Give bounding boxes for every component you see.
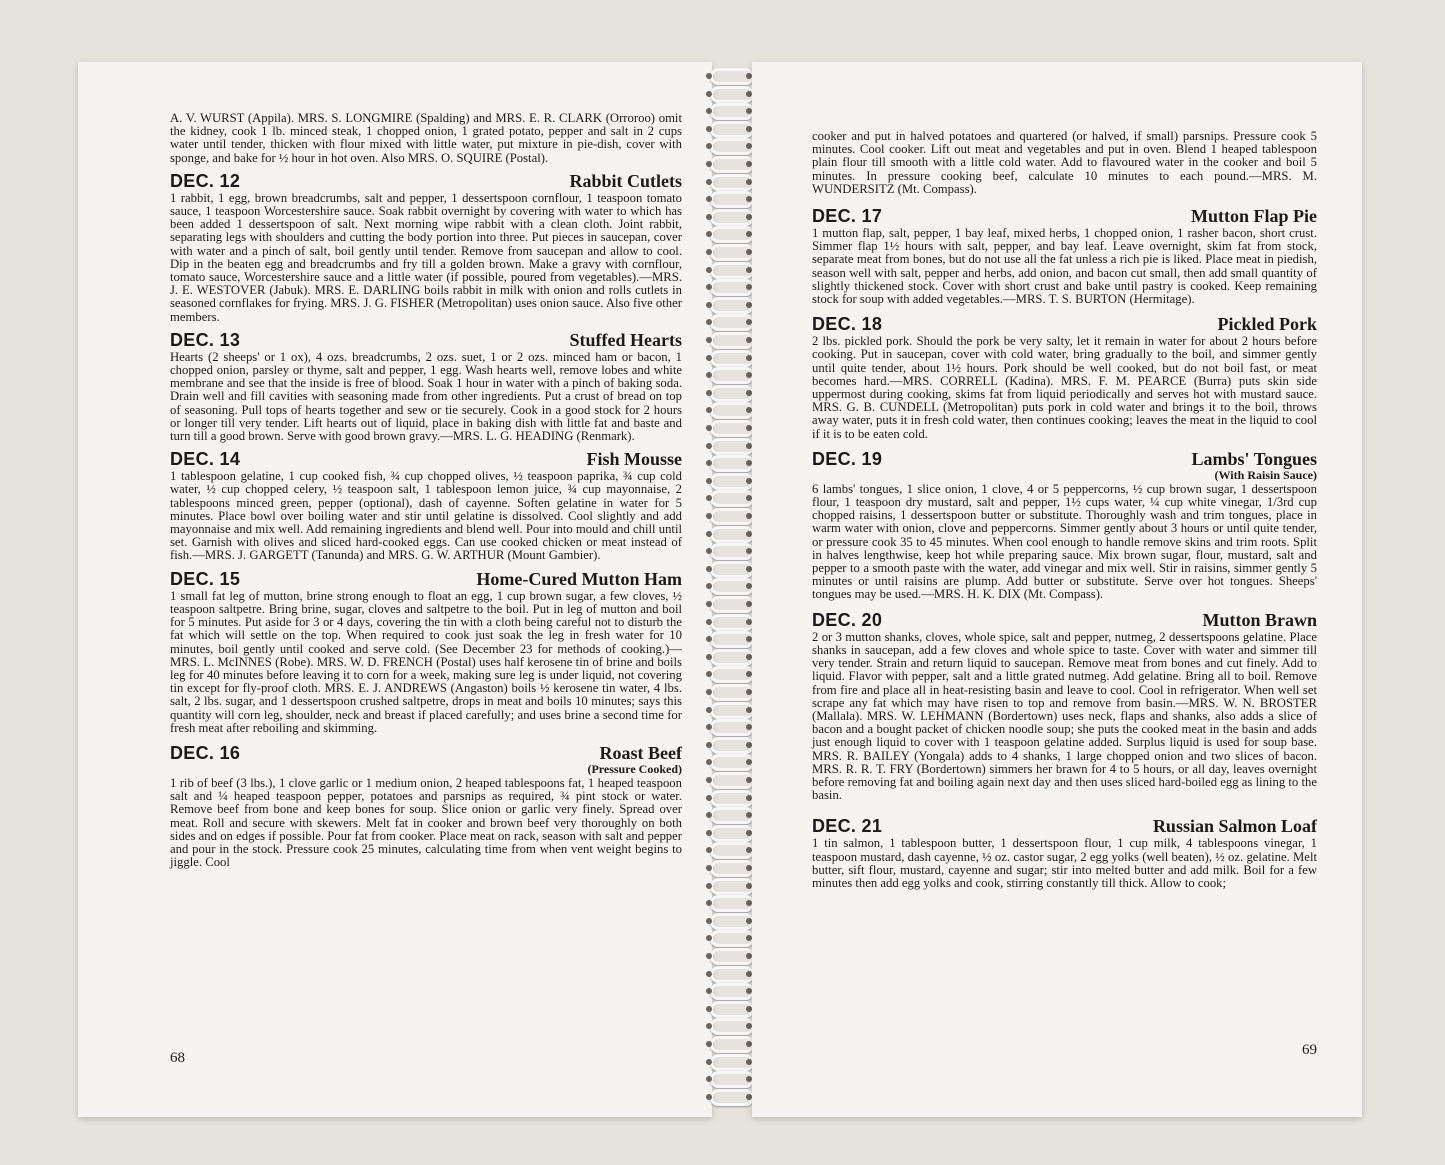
recipe-dec-20 — [812, 610, 1317, 803]
binding-hole — [706, 742, 712, 748]
recipe-title: Home-Cured Mutton Ham — [476, 568, 682, 589]
recipe-title: Russian Salmon Loaf — [1152, 816, 1317, 837]
binding-hole — [706, 619, 712, 625]
binding-hole — [706, 478, 712, 484]
binding-hole — [706, 302, 712, 308]
binding-hole — [706, 1059, 712, 1065]
recipe-date: DEC. 20 — [812, 609, 883, 630]
right-page — [752, 62, 1362, 1117]
recipe-text: 2 lbs. pickled pork. Should the pork be very salty, let it remain in water for about 2 hours before cooking. Put in saucepan, cover with cold water, bring gradually to the boil, and simmer gently until quite tender, about 1½ hours. Pork should be well cooked, but do not boil fast, or meat becomes hard.—MRS. CORRELL (Kadina). MRS. F. M. PEARCE (Burra) puts skin side uppermost during cooking, skims fat from liquid periodically and serves hot with mustard sauce. MRS. G. B. CUNDELL (Metropolitan) puts pork in cold water and brings it to the boil, throws away water, puts it in fresh cold water, then continues cooking; leaves the meat in the liquid to cool if it is to be eaten cold. — [812, 334, 1317, 441]
recipe-date: DEC. 21 — [812, 816, 883, 837]
binding-hole — [706, 918, 712, 924]
recipe-dec-17 — [812, 206, 1317, 306]
recipe-text: 1 tin salmon, 1 tablespoon butter, 1 dessertspoon flour, 1 cup milk, 4 tablespoons vinegar, 1 teaspoon mustard, dash cayenne, ½ oz. castor sugar, 2 egg yolks (well beaten), ½ oz. gelatine. Melt butter, sift flour, mustard, cayenne and sugar; stir into melted butter and add milk. Boil for a few minutes then add egg yolks and cook, stirring constantly till thick. Allow to cook; — [812, 836, 1317, 890]
recipe-dec-16 — [170, 743, 682, 869]
recipe-date: DEC. 15 — [170, 568, 241, 589]
binding-hole — [706, 179, 712, 185]
binding-hole — [706, 249, 712, 255]
recipe-subtitle: (With Raisin Sauce) — [1214, 467, 1317, 482]
recipe-title: Mutton Flap Pie — [1191, 206, 1317, 227]
recipe-dec-19 — [812, 449, 1317, 602]
recipe-text: 2 or 3 mutton shanks, cloves, whole spice, salt and pepper, nutmeg, 2 dessertspoons gelatine. Place shanks in saucepan, add a few cloves and whole spice to taste. Cover with water and simmer till very tender. Strain and return liquid to saucepan. Remove meat from bones and cut finely. Add to liquid. Flavor with pepper, salt and a little grated nutmeg. Add gelatine. Bring all to boil. Remove from fire and place all in heat-resisting basin and leave to cool. Cool in refrigerator. When well set scrape any fat which may have risen to top and remove from basin.—MRS. W. N. BROSTER (Mallala). MRS. W. LEHMANN (Bordertown) uses neck, flaps and shanks, also adds a slice of bacon and a bought packet of chicken noodle soup; she puts the cooked meat in the basin and adds just enough liquid to cover with 1 teaspoon gelatine added. Surplus liquid is used for soup base. MRS. R. BAILEY (Yongala) adds to 4 shanks, 1 large chopped onion and two slices of bacon. MRS. R. R. T. FRY (Bordertown) simmers her brawn for 4 to 5 hours, or all day, leaves overnight before removing fat and boiling again next day and then uses sliced hard-boiled egg as lining to the basin. — [812, 629, 1317, 803]
recipe-title: Roast Beef — [599, 742, 682, 763]
binding-hole — [706, 654, 712, 660]
recipe-title: Fish Mousse — [586, 449, 682, 470]
recipe-dec-21 — [812, 816, 1317, 890]
recipe-title: Lambs' Tongues — [1191, 448, 1317, 469]
recipe-title: Stuffed Hearts — [569, 329, 682, 350]
recipe-date: DEC. 13 — [170, 329, 241, 350]
recipe-title: Rabbit Cutlets — [569, 170, 682, 191]
binding-hole — [706, 91, 712, 97]
recipe-text: Hearts (2 sheeps' or 1 ox), 4 ozs. breadcrumbs, 2 ozs. suet, 1 or 2 ozs. minced ham or bacon, 1 chopped onion, parsley or thyme, salt and pepper, 1 egg. Wash hearts well, remove lobes and white membrane and see that the inside is free of blood. Soak 1 hour in water with a pinch of baking soda. Drain well and fill cavities with seasoning made from other ingredients. Put a crust of bread on top of seasoning. Pull tops of hearts together and sew or tie securely. Cook in a good stock for 2 hours or longer till very tender. Lift hearts out of liquid, place in baking dish with little fat and baste and turn till a good brown. Serve with good brown gravy.—MRS. L. G. HEADING (Renmark). — [170, 349, 682, 444]
recipe-dec-18 — [812, 314, 1317, 441]
binding-hole — [706, 601, 712, 607]
binding-hole — [706, 865, 712, 871]
binding-hole — [706, 161, 712, 167]
recipe-subtitle: (Pressure Cooked) — [587, 761, 682, 776]
binding-hole — [706, 531, 712, 537]
binding-hole — [706, 425, 712, 431]
recipe-title: Mutton Brawn — [1202, 609, 1317, 630]
binding-hole — [706, 513, 712, 519]
recipe-dec-15 — [170, 569, 682, 735]
binding-hole — [706, 355, 712, 361]
page-number-left: 68 — [170, 1050, 185, 1066]
binding-hole — [706, 1006, 712, 1012]
recipe-text: 1 mutton flap, salt, pepper, 1 bay leaf, mixed herbs, 1 chopped onion, 1 rasher bacon, short crust. Simmer flap 1½ hours with salt, pepper, and bay leaf. Leave overnight, skim fat from stock, separate meat from bones, but do not use all the fat unless a rich pie is liked. Place meat in piedish, season well with salt, pepper and herbs, add onion, and bacon cut small, then add small quantity of slightly thickened stock. Cover with short crust and bake until pastry is cooked. Keep remaining stock for soup with added vegetables.—MRS. T. S. BURTON (Hermitage). — [812, 226, 1317, 307]
binding-hole — [706, 795, 712, 801]
binding-hole — [706, 689, 712, 695]
recipe-text: 1 rabbit, 1 egg, brown breadcrumbs, salt and pepper, 1 dessertspoon cornflour, 1 teaspoon tomato sauce, 1 teaspoon Worcestershire sauce. Soak rabbit overnight by covering with water to which has been added 1 dessertspoon of salt. Next morning wipe rabbit with a clean cloth. Joint rabbit, separating legs with shoulders and cutting the body portion into three. Put pieces in saucepan, cover with water and a pinch of salt, boil gently until tender. Remove from saucepan and allow to cool. Dip in the beaten egg and breadcrumbs and fry till a golden brown. Make a gravy with cornflour, tomato sauce, Worcestershire sauce and a little water (if possible, poured from vegetables).—MRS. J. E. WESTOVER (Jabuk). MRS. E. DARLING boils rabbit in milk with onion and rolls cutlets in seasoned cornflakes for frying. MRS. J. G. FISHER (Metropolitan) uses onion sauce. Also five other members. — [170, 190, 682, 324]
recipe-text: 1 tablespoon gelatine, 1 cup cooked fish, ¾ cup chopped olives, ½ teaspoon paprika, ¾ cup cold water, ½ cup chopped celery, ½ teaspoon salt, 1 tablespoon lemon juice, ¾ cup mayonnaise, 2 tablespoons minced green, pepper (optional), dash of cayenne. Soften gelatine in water for 5 minutes. Place bowl over boiling water and stir until gelatine is dissolved. Cool slightly and add mayonnaise and mix well. Add remaining ingredients and blend well. Pour into mould and chill until set. Garnish with olives and sliced hard-cooked eggs. Can use cooked chicken or meat instead of fish.—MRS. J. GARGETT (Tanunda) and MRS. G. W. ARTHUR (Mount Gambier). — [170, 469, 682, 563]
left-page — [78, 62, 712, 1117]
recipe-date: DEC. 18 — [812, 314, 883, 335]
binding-hole — [706, 337, 712, 343]
binding-hole — [706, 214, 712, 220]
binding-hole — [706, 267, 712, 273]
binding-hole — [706, 707, 712, 713]
binding-hole — [706, 73, 712, 79]
recipe-dec-12 — [170, 171, 682, 324]
recipe-text: 1 rib of beef (3 lbs.), 1 clove garlic or 1 medium onion, 2 heaped tablespoons fat, 1 heaped teaspoon salt and ¼ heaped teaspoon pepper, potatoes and parsnips as required, ¾ pint stock or water. Remove beef from bone and keep bones for soup. Slice onion or garlic very finely. Spread over meat. Roll and secure with skewers. Melt fat in cooker and brown beef very thoroughly on both sides and on edges if possible. Pour fat from cooker. Place meat on rack, season with salt and pepper and pour in the stock. Pressure cook 25 minutes, calculating time from when vent weight begins to jiggle. Cool — [170, 775, 682, 870]
binding-hole — [706, 390, 712, 396]
recipe-date: DEC. 16 — [170, 742, 241, 763]
recipe-dec-14 — [170, 449, 682, 562]
binding-hole — [706, 777, 712, 783]
binding-hole — [706, 830, 712, 836]
right-intro-text: cooker and put in halved potatoes and quartered (or halved, if small) parsnips. Pressure cook 5 minutes. Cool cooker. Lift out meat and vegetables and put in oven. Blend 1 heaped tablespoon plain flour till smooth with a little cold water. Add to flavoured water in the cooker and boil 5 minutes. In pressure cooking beef, calculate 10 minutes to each pound.—MRS. M. WUNDERSITZ (Mt. Compass). — [812, 129, 1317, 196]
recipe-dec-13 — [170, 330, 682, 443]
recipe-text: 1 small fat leg of mutton, brine strong enough to float an egg, 1 cup brown sugar, a few cloves, ½ teaspoon saltpetre. Bring brine, sugar, cloves and saltpetre to the boil. Put in leg of mutton and boil for 5 minutes. Put aside for 3 or 4 days, covering the tin with a cloth being careful not to disturb the fat which will settle on the top. When required to cook just soak the leg in fresh water for 10 minutes, boil gently until cooked and serve cold. (See December 23 for methods of cooking.)—MRS. L. McINNES (Robe). MRS. W. D. FRENCH (Postal) uses half kerosene tin of brine and boils leg for 40 minutes before leaving it to corn for a week, making sure leg is under liquid, not covering tin except for fly-proof cloth. MRS. E. J. ANDREWS (Angaston) boils ½ kerosene tin water, 4 lbs. salt, 2 lbs. sugar, and 1 dessertspoon crushed saltpetre, drops in meat and boils 10 minutes; says this quantity will corn leg, shoulder, neck and breast if placed carefully; and uses brine a second time for fresh meat after reboiling and skimming. — [170, 588, 682, 735]
page-number-right: 69 — [1302, 1042, 1317, 1058]
recipe-date: DEC. 19 — [812, 448, 883, 469]
binding-hole — [706, 971, 712, 977]
binding-hole — [706, 443, 712, 449]
left-intro-text: A. V. WURST (Appila). MRS. S. LONGMIRE (Spalding) and MRS. E. R. CLARK (Orroroo) omit the kidney, cook 1 lb. minced steak, 1 chopped onion, 1 grated potato, pepper and salt in 2 cups water until tender, thicken with flour mixed with little water, put mixture in pie-dish, cover with sponge, and bake for ½ hour in hot oven. Also MRS. O. SQUIRE (Postal). — [170, 111, 682, 165]
binding-hole — [706, 953, 712, 959]
recipe-date: DEC. 12 — [170, 170, 241, 191]
recipe-title: Pickled Pork — [1217, 314, 1317, 335]
recipe-date: DEC. 14 — [170, 449, 241, 470]
recipe-text: 6 lambs' tongues, 1 slice onion, 1 clove, 4 or 5 peppercorns, ½ cup brown sugar, 1 dessertspoon flour, 1 teaspoon dry mustard, salt and pepper, 1½ cups water, ¼ cup white vinegar, 1/3rd cup chopped raisins, 1 dessertspoon butter or substitute. Thoroughly wash and trim tongues, place in warm water with onion, clove and peppercorns. Simmer gently about 3 hours or until quite tender, or pressure cook 35 to 45 minutes. When cool enough to handle remove skins and trim roots. Split in halves lengthwise, keep hot while preparing sauce. Mix brown sugar, flour, mustard, salt and pepper to a smooth paste with the water, add vinegar and mix well. Stir in raisins, simmer gently 5 minutes or until raisins are plump. Add butter or substitute. Serve over hot tongues. Sheeps' tongues may be used.—MRS. H. K. DIX (Mt. Compass). — [812, 481, 1317, 602]
recipe-date: DEC. 17 — [812, 206, 883, 227]
binding-hole — [706, 566, 712, 572]
binding-hole — [706, 883, 712, 889]
binding-hole — [706, 1094, 712, 1100]
binding-hole — [706, 1041, 712, 1047]
binding-hole — [706, 126, 712, 132]
